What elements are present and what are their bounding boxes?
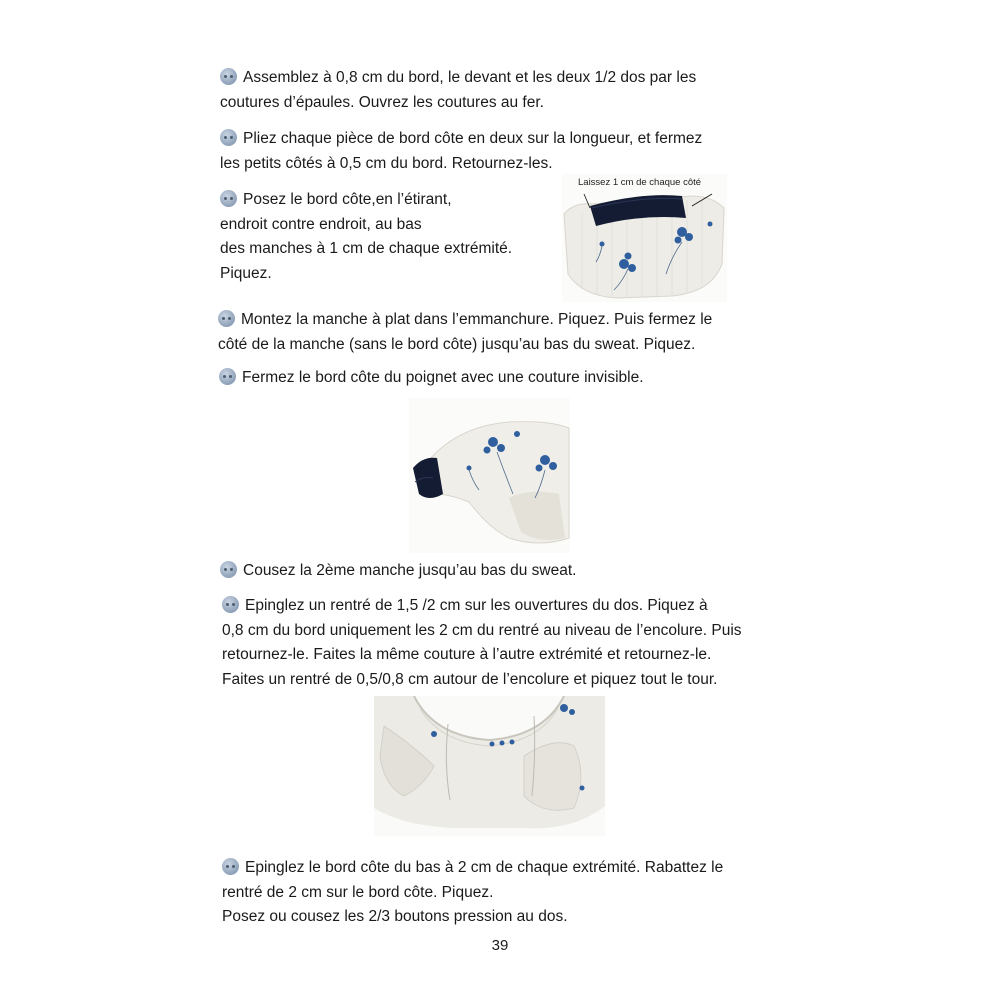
- button-bullet-icon: [218, 310, 235, 327]
- step-3-line-4: Piquez.: [220, 264, 272, 282]
- step-1: [220, 66, 696, 115]
- step-4-line-2: côté de la manche (sans le bord côte) jusqu’au bas du sweat. Piquez.: [218, 335, 696, 353]
- step-2: [220, 127, 702, 176]
- step-7-line-1: Epinglez un rentré de 1,5 /2 cm sur les ouvertures du dos. Piquez à: [222, 594, 742, 619]
- step-4-line-1: Montez la manche à plat dans l’emmanchure. Piquez. Puis fermez le: [218, 308, 712, 333]
- photo-back-openings: [374, 696, 605, 836]
- button-bullet-icon: [222, 596, 239, 613]
- page-number: 39: [491, 937, 509, 954]
- step-7-line-2: 0,8 cm du bord uniquement les 2 cm du rentré au niveau de l’encolure. Puis: [222, 621, 742, 639]
- photo-caption: Laissez 1 cm de chaque côté: [578, 177, 702, 188]
- step-8-line-2: rentré de 2 cm sur le bord côte. Piquez.: [222, 883, 494, 901]
- step-1-line-2: coutures d’épaules. Ouvrez les coutures au fer.: [220, 93, 544, 111]
- step-7-line-3: retournez-le. Faites la même couture à l’autre extrémité et retournez-le.: [222, 646, 712, 663]
- button-bullet-icon: [220, 190, 237, 207]
- button-bullet-icon: [220, 561, 237, 578]
- step-3: [220, 188, 512, 286]
- step-7: [222, 594, 742, 692]
- step-6: [220, 559, 576, 584]
- button-bullet-icon: [222, 858, 239, 875]
- photo-sleeve-cuff: [409, 398, 570, 553]
- step-5: [219, 366, 644, 391]
- photo-sleeve-rib-band: [562, 174, 727, 302]
- step-2-line-1: Pliez chaque pièce de bord côte en deux sur la longueur, et fermez: [220, 127, 702, 152]
- step-3-line-2: endroit contre endroit, au bas: [220, 215, 422, 233]
- step-7-line-4: Faites un rentré de 0,5/0,8 cm autour de l’encolure et piquez tout le tour.: [222, 670, 718, 688]
- button-bullet-icon: [220, 129, 237, 146]
- step-8: [222, 856, 723, 930]
- step-2-line-2: les petits côtés à 0,5 cm du bord. Retournez-les.: [220, 154, 553, 172]
- step-3-line-3: des manches à 1 cm de chaque extrémité.: [220, 240, 513, 257]
- step-6-line-1: Cousez la 2ème manche jusqu’au bas du sweat.: [220, 559, 576, 584]
- step-4: [218, 308, 712, 357]
- button-bullet-icon: [220, 68, 237, 85]
- step-1-line-1: Assemblez à 0,8 cm du bord, le devant et les deux 1/2 dos par les: [220, 66, 696, 91]
- button-bullet-icon: [219, 368, 236, 385]
- step-5-line-1: Fermez le bord côte du poignet avec une couture invisible.: [219, 366, 644, 391]
- step-8-line-1: Epinglez le bord côte du bas à 2 cm de chaque extrémité. Rabattez le: [222, 856, 723, 881]
- step-3-line-1: Posez le bord côte,en l’étirant,: [220, 188, 512, 213]
- step-8-line-3: Posez ou cousez les 2/3 boutons pression au dos.: [222, 908, 568, 925]
